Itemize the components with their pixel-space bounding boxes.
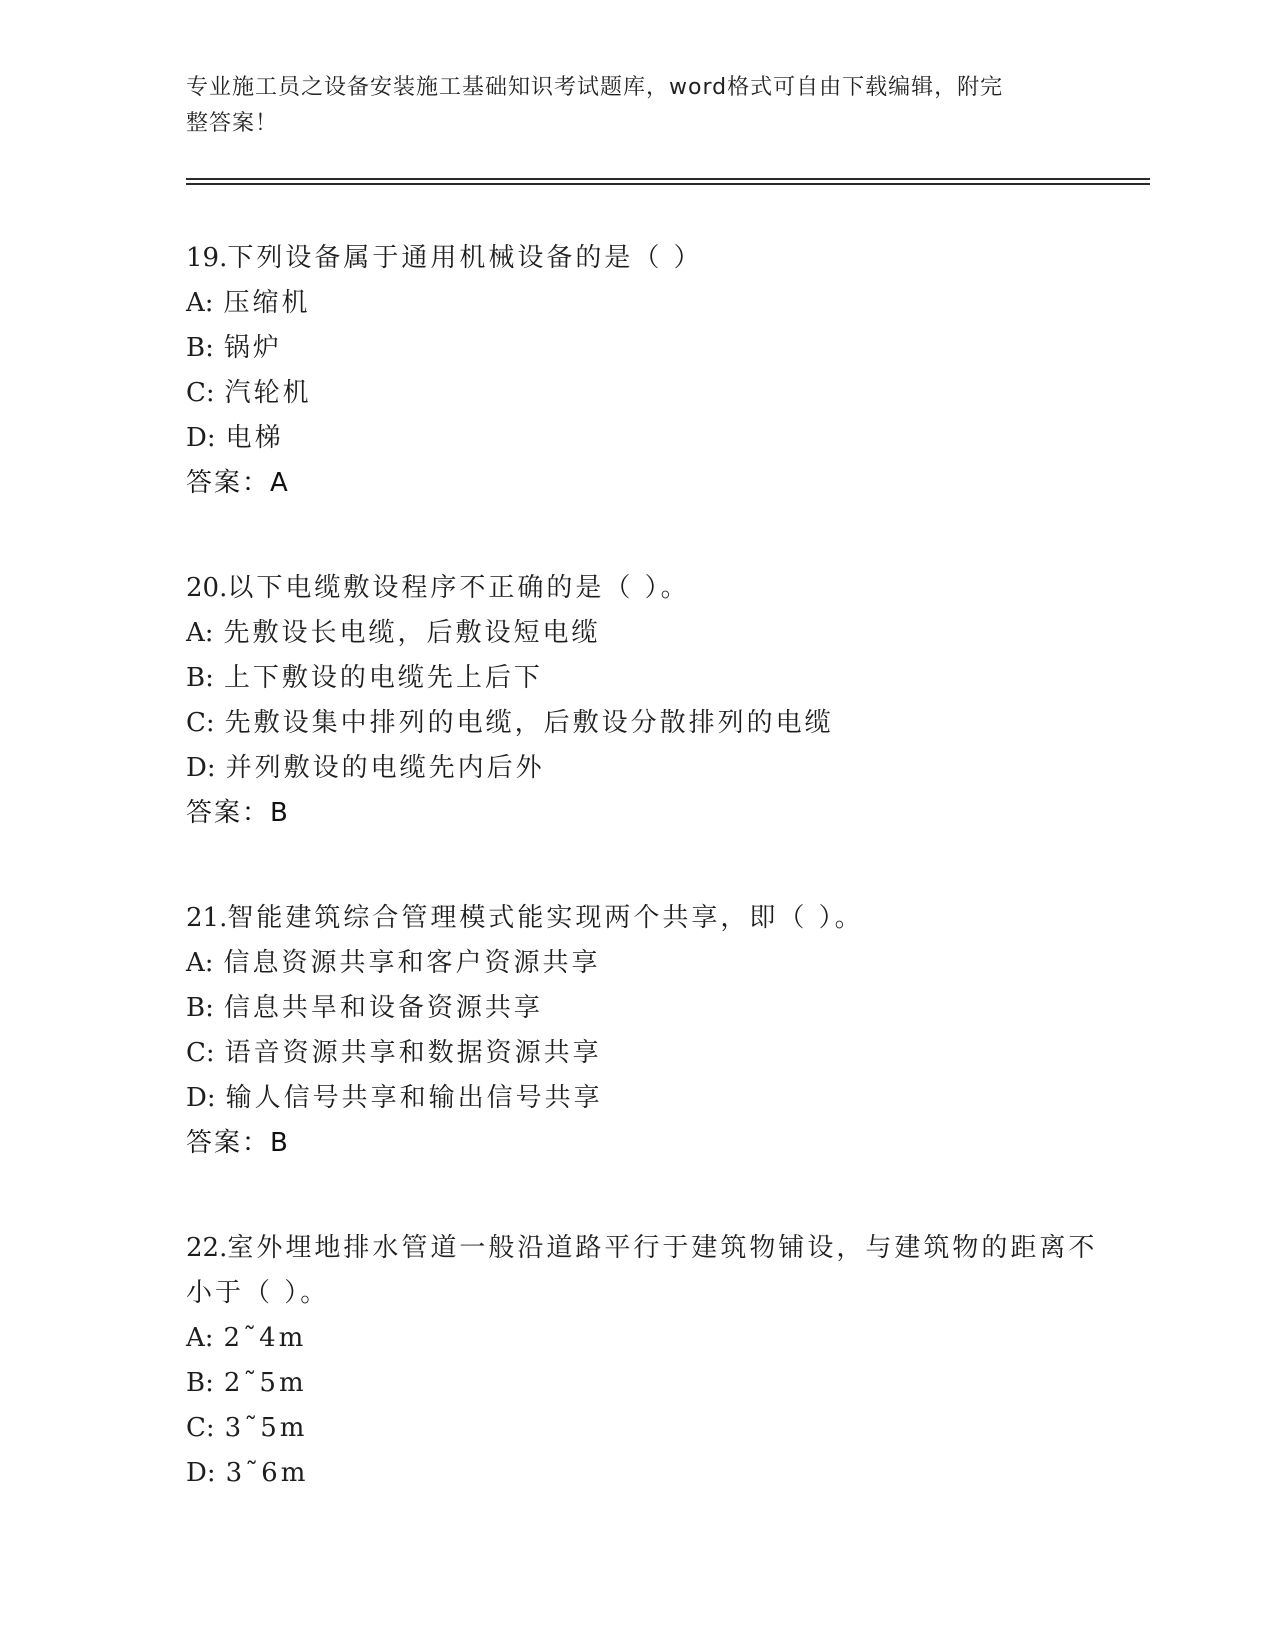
header-line-2: 整答案！ [186,111,279,136]
option-text: 信息资源共享和客户资源共享 [223,948,601,978]
question-20 [186,566,1106,836]
option-d: D: 并列敷设的电缆先内后外 [186,753,545,783]
option-text: 3˜5m [224,1413,308,1443]
option-c: C: 语音资源共享和数据资源共享 [186,1038,602,1068]
header-line-1: 专业施工员之设备安装施工基础知识考试题库，word格式可自由下载编辑，附完 [186,75,1004,100]
option-d: D: 输人信号共享和输出信号共享 [186,1083,603,1113]
question-number: 19. [186,243,228,273]
option-b: B: 锅炉 [186,333,282,363]
option-letter: A [186,948,205,978]
option-a: A: 先敷设长电缆，后敷设短电缆 [186,618,601,648]
document-header [186,70,1066,142]
option-text: 信息共旱和设备资源共享 [223,993,543,1023]
option-text: 电梯 [225,423,284,453]
question-stem [186,1226,1106,1316]
option-text: 并列敷设的电缆先内后外 [225,753,545,783]
question-text: 室外埋地排水管道一般沿道路平行于建筑物铺设，与建筑物的距离不小于（ ）。 [186,1233,1098,1308]
option-letter: C [186,378,206,408]
question-list [186,236,1106,1556]
option-letter: B [186,1368,206,1398]
option-text: 输人信号共享和输出信号共享 [225,1083,603,1113]
option-letter: B [186,333,206,363]
option-text: 2˜4m [223,1323,307,1353]
option-letter: B [186,663,206,693]
question-19 [186,236,1106,506]
option-letter: D [186,423,207,453]
question-text: 下列设备属于通用机械设备的是（ ） [227,243,703,273]
question-text: 智能建筑综合管理模式能实现两个共享，即（ ）。 [227,903,864,933]
option-d: D: 3˜6m [186,1458,309,1488]
answer-label: 答案：B [186,798,290,828]
header-divider-top [186,178,1150,180]
question-stem [186,896,1106,941]
option-c: C: 汽轮机 [186,378,312,408]
option-letter: D [186,753,207,783]
question-22 [186,1226,1106,1496]
question-stem [186,236,1106,281]
option-text: 上下敷设的电缆先上后下 [223,663,543,693]
option-a: A: 2˜4m [186,1323,307,1353]
option-d: D: 电梯 [186,423,284,453]
answer-label: 答案：B [186,1128,290,1158]
option-a: A: 信息资源共享和客户资源共享 [186,948,601,978]
option-letter: C [186,1038,206,1068]
option-text: 先敷设长电缆，后敷设短电缆 [223,618,601,648]
option-letter: D [186,1458,207,1488]
question-text: 以下电缆敷设程序不正确的是（ ）。 [227,573,690,603]
option-letter: A [186,288,205,318]
option-b: B: 上下敷设的电缆先上后下 [186,663,543,693]
option-text: 3˜6m [225,1458,309,1488]
option-c: C: 先敷设集中排列的电缆，后敷设分散排列的电缆 [186,708,834,738]
header-divider-bottom [186,183,1150,185]
option-text: 汽轮机 [224,378,312,408]
option-text: 2˜5m [223,1368,307,1398]
question-number: 22. [186,1233,228,1263]
option-b: B: 信息共旱和设备资源共享 [186,993,543,1023]
option-letter: D [186,1083,207,1113]
option-a: A: 压缩机 [186,288,311,318]
option-letter: C [186,1413,206,1443]
option-letter: A [186,1323,205,1353]
option-text: 压缩机 [223,288,311,318]
option-text: 先敷设集中排列的电缆，后敷设分散排列的电缆 [224,708,834,738]
question-stem [186,566,1106,611]
option-letter: A [186,618,205,648]
option-text: 语音资源共享和数据资源共享 [224,1038,602,1068]
question-21 [186,896,1106,1166]
answer-label: 答案：A [186,468,290,498]
option-b: B: 2˜5m [186,1368,307,1398]
option-letter: B [186,993,206,1023]
option-c: C: 3˜5m [186,1413,308,1443]
question-number: 20. [186,573,228,603]
option-letter: C [186,708,206,738]
option-text: 锅炉 [223,333,282,363]
question-number: 21. [186,903,228,933]
